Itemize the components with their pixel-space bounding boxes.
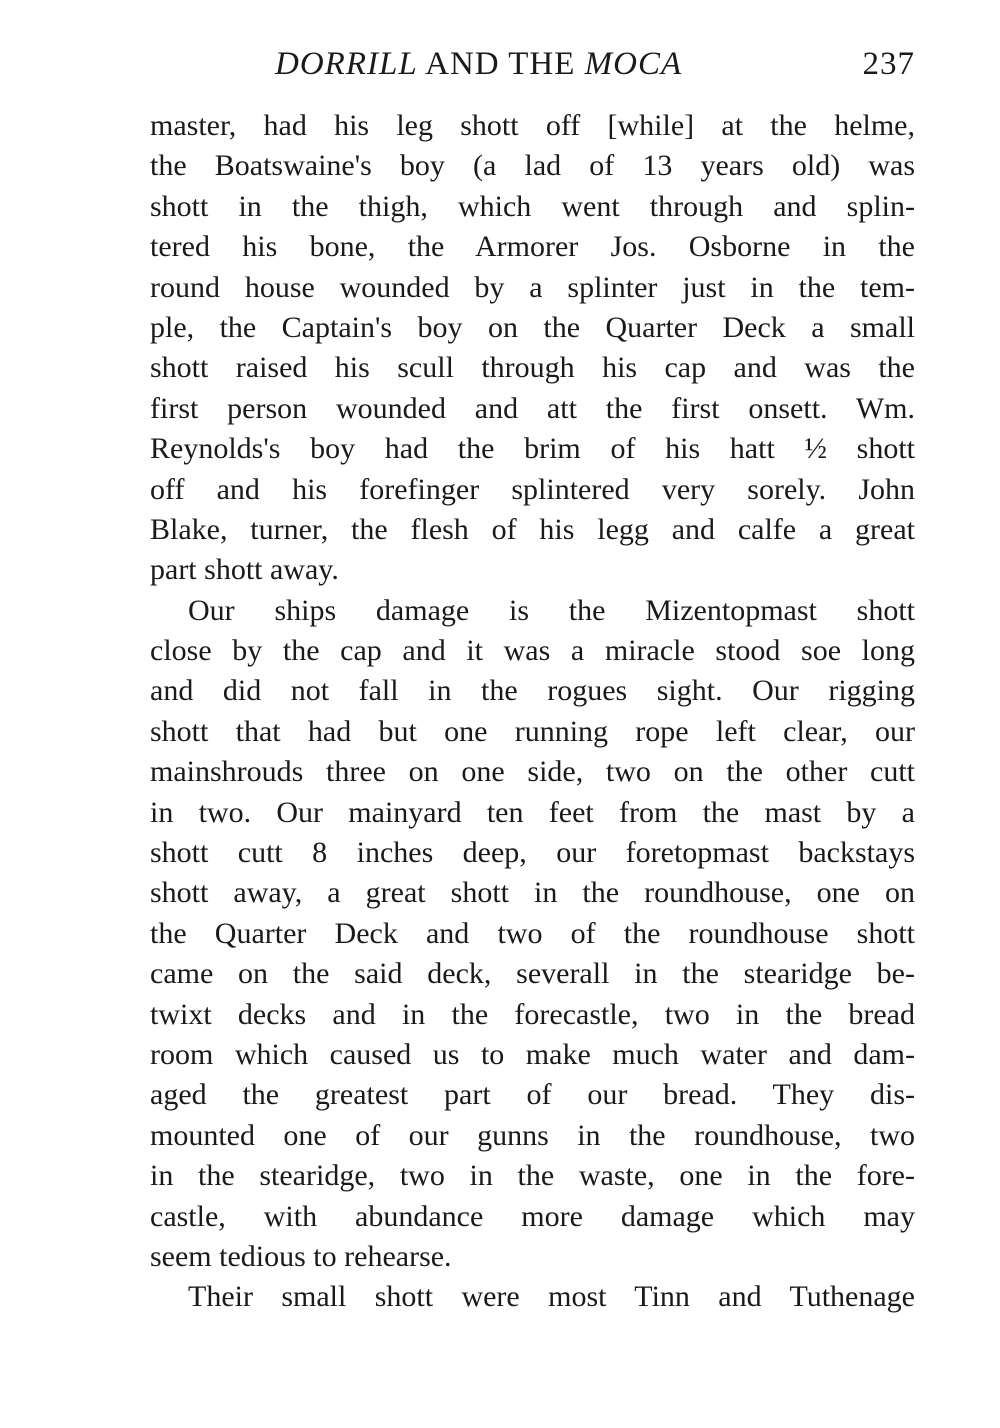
text-line: shott cutt 8 inches deep, our foretopmast backstays bbox=[150, 836, 915, 870]
text-line: came on the said deck, severall in the stearidge be- bbox=[150, 957, 915, 991]
page-number: 237 bbox=[862, 46, 915, 82]
text-line: and did not fall in the rogues sight. Our rigging bbox=[150, 674, 915, 708]
text-line: shott that had but one running rope left clear, our bbox=[150, 714, 915, 748]
paragraph-start-line: Their small shott were most Tinn and Tuthenage bbox=[188, 1280, 915, 1314]
running-head-name: DORRILL bbox=[275, 46, 418, 82]
running-head-connector: AND THE bbox=[425, 46, 576, 82]
text-line: first person wounded and att the first onsett. Wm. bbox=[150, 391, 915, 425]
text-line: Blake, turner, the flesh of his legg and calfe a great bbox=[150, 512, 915, 546]
text-line: the Quarter Deck and two of the roundhouse shott bbox=[150, 916, 915, 950]
text-line: mainshrouds three on one side, two on the other cutt bbox=[150, 755, 915, 789]
body-text bbox=[150, 106, 915, 1318]
text-line: off and his forefinger splintered very sorely. John bbox=[150, 472, 915, 506]
text-line: round house wounded by a splinter just in the tem- bbox=[150, 270, 915, 304]
text-line: twixt decks and in the forecastle, two in the bread bbox=[150, 997, 915, 1031]
text-line: room which caused us to make much water and dam- bbox=[150, 1037, 915, 1071]
text-line: the Boatswaine's boy (a lad of 13 years old) was bbox=[150, 149, 915, 183]
book-page bbox=[150, 40, 915, 1318]
text-line: close by the cap and it was a miracle stood soe long bbox=[150, 634, 915, 668]
running-head-ship: MOCA bbox=[584, 46, 683, 82]
text-line: in two. Our mainyard ten feet from the mast by a bbox=[150, 795, 915, 829]
text-line: tered his bone, the Armorer Jos. Osborne in the bbox=[150, 230, 915, 264]
text-line: Reynolds's boy had the brim of his hatt ½ shott bbox=[150, 432, 915, 466]
text-line: seem tedious to rehearse. bbox=[150, 1239, 452, 1273]
text-line: part shott away. bbox=[150, 553, 339, 587]
running-head bbox=[275, 46, 682, 83]
text-line: aged the greatest part of our bread. They dis- bbox=[150, 1078, 915, 1112]
text-line: castle, with abundance more damage which may bbox=[150, 1199, 915, 1233]
text-line: shott away, a great shott in the roundhouse, one on bbox=[150, 876, 915, 910]
text-line: master, had his leg shott off [while] at the helme, bbox=[150, 109, 915, 142]
text-line: in the stearidge, two in the waste, one in the fore- bbox=[150, 1159, 915, 1193]
text-line: shott raised his scull through his cap and was the bbox=[150, 351, 915, 385]
text-line: ple, the Captain's boy on the Quarter Deck a small bbox=[150, 310, 915, 344]
text-line: shott in the thigh, which went through and splin- bbox=[150, 189, 915, 223]
text-line: mounted one of our gunns in the roundhouse, two bbox=[150, 1118, 915, 1152]
page-header bbox=[150, 40, 915, 90]
paragraph-start-line: Our ships damage is the Mizentopmast shott bbox=[188, 593, 915, 627]
